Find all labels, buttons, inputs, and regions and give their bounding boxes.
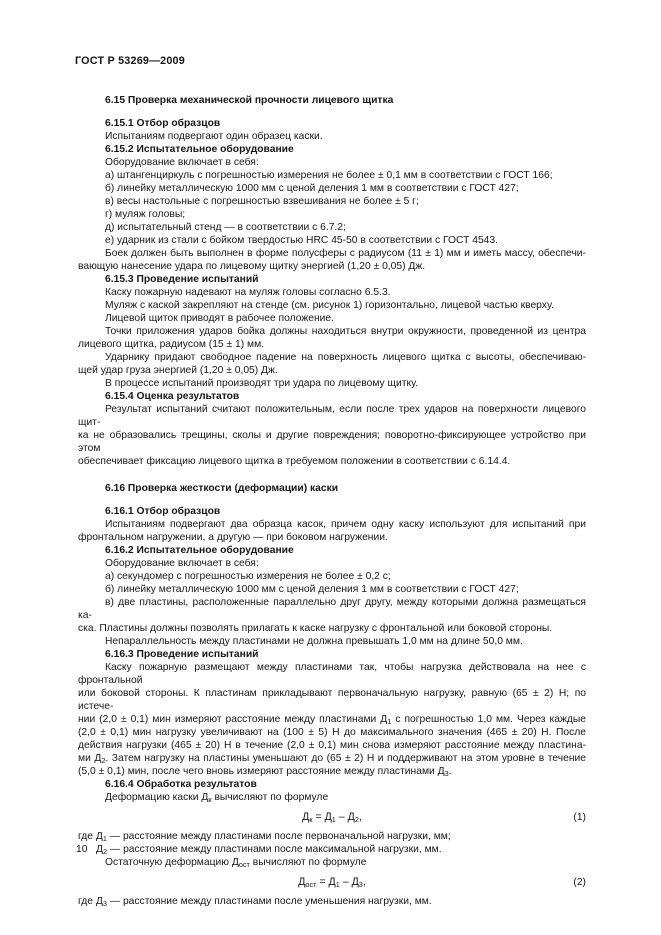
text-line: Каску пожарную надевают на муляж головы согласно 6.5.3. <box>105 287 391 298</box>
text-line: вающую нанесение удара по лицевому щитку энергией (1,20 ± 0,05) Дж. <box>78 261 426 272</box>
subsection-heading: 6.15.4 Оценка результатов <box>105 391 240 402</box>
text-line: г) муляж головы; <box>105 209 186 220</box>
text-line: где $Д_3$ — расстояние между пластинами после уменьшения нагрузки, мм. <box>78 896 432 908</box>
page-number: 10 <box>76 844 88 855</box>
text-line: обеспечивает фиксацию лицевого щитка в требуемом положении в соответствии с 6.14.4. <box>78 456 511 467</box>
page-header: ГОСТ Р 53269—2009 <box>75 55 185 67</box>
text-line: где $Д_1$ — расстояние между пластинами после первоначальной нагрузки, мм; <box>78 831 451 843</box>
text-line: (2,0 ± 0,1) мин нагрузку увеличивают на (100 ± 5) Н до максимального значения (465 ± 20) Н. После <box>78 727 586 738</box>
text-line: е) ударник из стали с бойком твердостью HRC 45-50 в соответствии с ГОСТ 4543. <box>105 235 498 246</box>
text-line: нии (2,0 ± 0,1) мин измеряют расстояние между пластинами $Д_1$ с погрешностью 1,0 мм. Через каждые <box>78 714 586 726</box>
text-line: а) штангенциркуль с погрешностью измерения не более ± 0,1 мм в соответствии с ГОСТ 166; <box>105 170 553 181</box>
subsection-heading: 6.15.3 Проведение испытаний <box>105 274 259 285</box>
text-line: Оборудование включает в себя: <box>105 157 259 168</box>
subsection-heading: 6.16.2 Испытательное оборудование <box>105 545 294 556</box>
text-line: ка не образовались трещины, сколы и другие повреждения; поворотно-фиксирующее устройство при этом <box>78 430 586 454</box>
text-line: $Д_2$ — расстояние между пластинами после максимальной нагрузки, мм. <box>96 844 442 856</box>
text-line: Каску пожарную размещают между пластинами так, чтобы нагрузка действовала на нее с фронтальной <box>78 662 586 686</box>
text-line: действия нагрузки (465 ± 20) Н в течение (2,0 ± 0,1) мин снова измеряют расстояние между пластина- <box>78 740 586 751</box>
text-line: щей удар груза энергией (1,20 ± 0,05) Дж. <box>78 365 278 376</box>
text-line: Испытаниям подвергают один образец каски. <box>105 131 323 142</box>
text-line: Боек должен быть выполнен в форме полусферы с радиусом (11 ± 1) мм и иметь массу, обеспечи- <box>105 248 586 259</box>
subsection-heading: 6.15.2 Испытательное оборудование <box>105 144 294 155</box>
formula-number: (1) <box>573 812 586 823</box>
text-line: Оборудование включает в себя: <box>105 558 259 569</box>
text-line: лицевого щитка, радиусом (15 ± 1) мм. <box>78 339 265 350</box>
text-line: б) линейку металлическую 1000 мм с ценой деления 1 мм в соответствии с ГОСТ 427; <box>105 584 519 595</box>
formula-expression: $Д_к = Д_1 - Д_2$, <box>302 811 362 824</box>
subsection-heading: 6.16.1 Отбор образцов <box>105 506 221 517</box>
text-line: Испытаниям подвергают два образца касок, причем одну каску используют для испытаний при <box>105 519 586 530</box>
text-line: д) испытательный стенд — в соответствии с 6.7.2; <box>105 222 346 233</box>
text-line: б) линейку металлическую 1000 мм с ценой деления 1 мм в соответствии с ГОСТ 427; <box>105 183 519 194</box>
subsection-heading: 6.15.1 Отбор образцов <box>105 118 221 129</box>
text-line: в) весы настольные с погрешностью взвешивания не более ± 5 г; <box>105 196 419 207</box>
text-line: ска. Пластины должны позволять прилагать к каске нагрузку с фронтальной или боковой стороны. <box>78 623 553 634</box>
text-line: В процессе испытаний производят три удара по лицевому щитку. <box>105 378 419 389</box>
section-heading: 6.16 Проверка жесткости (деформации) каски <box>105 483 339 494</box>
text-line: а) секундомер с погрешностью измерения не более ± 0,2 с; <box>105 571 391 582</box>
text-line: Точки приложения ударов бойка должны находиться внутри окружности, проведенной из центра <box>105 326 586 337</box>
text-line: или боковой стороны. К пластинам прикладывают первоначальную нагрузку, равную (65 ± 2) Н; по истече- <box>78 688 586 712</box>
formula-expression: $Д_{ост} = Д_1 - Д_3$, <box>298 876 366 889</box>
text-line: Муляж с каской закрепляют на стенде (см. рисунок 1) горизонтально, лицевой частью кверху. <box>105 300 554 311</box>
formula-number: (2) <box>573 877 586 888</box>
text-line: Непараллельность между пластинами не должна превышать 1,0 мм на длине 50,0 мм. <box>105 636 523 647</box>
text-line: фронтальном нагружении, а другую — при боковом нагружении. <box>78 532 388 543</box>
text-line: (5,0 ± 0,1) мин, после чего вновь измеряют расстояние между пластинами $Д_3$. <box>78 766 452 778</box>
formula <box>78 876 586 889</box>
text-line: Ударнику придают свободное падение на поверхность лицевого щитка с высоты, обеспечиваю- <box>105 352 586 363</box>
subsection-heading: 6.16.3 Проведение испытаний <box>105 649 259 660</box>
text-line: ми $Д_2$. Затем нагрузку на пластины уменьшают до (65 ± 2) Н и поддерживают на этом уровне в течение <box>78 753 587 765</box>
formula <box>78 811 586 824</box>
text-line: Деформацию каски $Д_к$ вычисляют по формуле <box>105 792 329 804</box>
section-heading: 6.15 Проверка механической прочности лицевого щитка <box>105 95 394 106</box>
text-line: Остаточную деформацию $Д_{ост}$ вычисляют по формуле <box>105 857 367 869</box>
document-body <box>78 94 586 908</box>
text-line: в) две пластины, расположенные параллельно друг другу, между которыми должна размещаться ка- <box>78 597 586 621</box>
text-line: Результат испытаний считают положительным, если после трех ударов на поверхности лицевого щит- <box>78 404 586 428</box>
text-line: Лицевой щиток приводят в рабочее положение. <box>105 313 335 324</box>
subsection-heading: 6.16.4 Обработка результатов <box>105 779 257 790</box>
